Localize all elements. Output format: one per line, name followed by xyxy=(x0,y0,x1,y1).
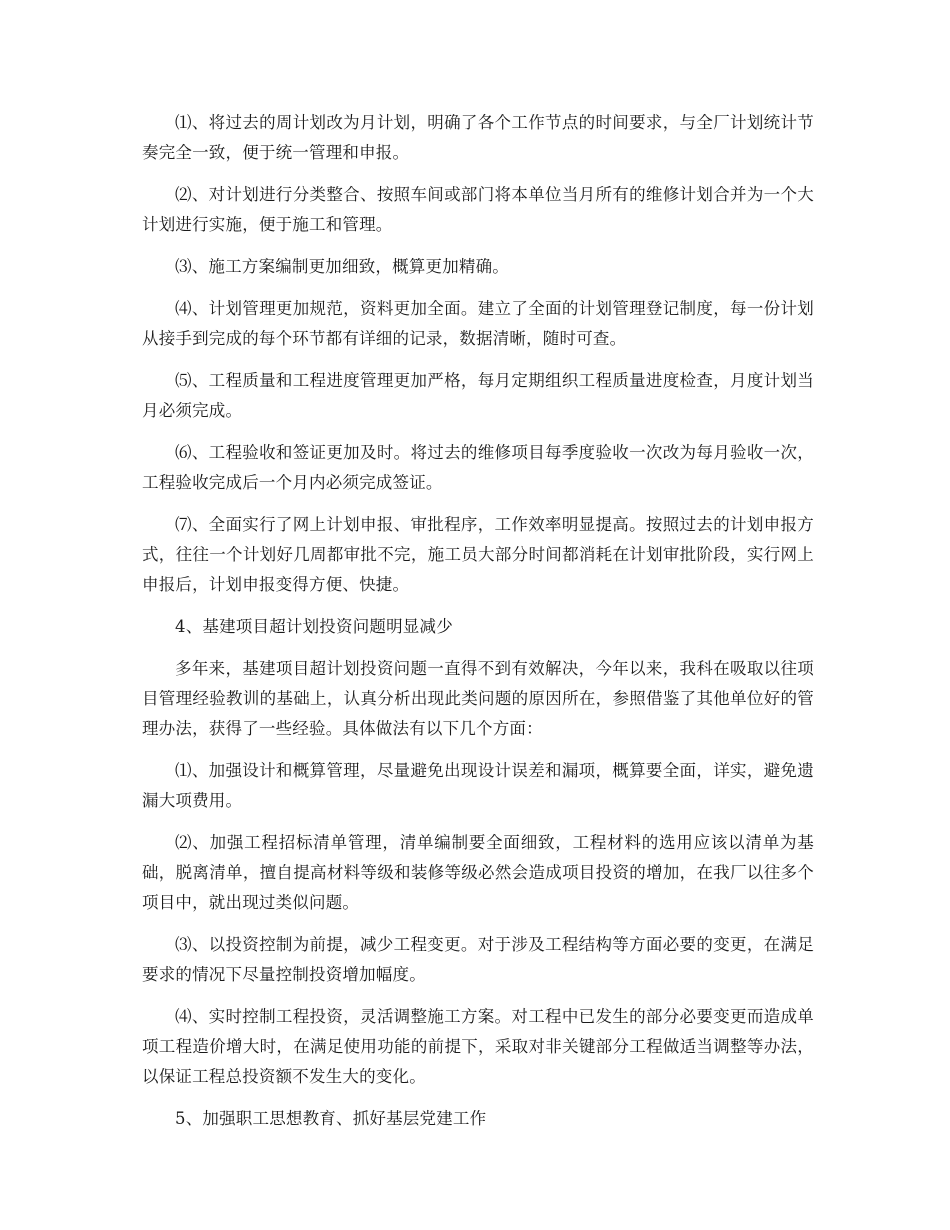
paragraph-intro: 多年来，基建项目超计划投资问题一直得不到有效解决，今年以来，我科在吸取以往项目管理经验教训的基础上，认真分析出现此类问题的原因所在，参照借鉴了其他单位好的管理办法，获得了一些经验。具体做法有以下几个方面： xyxy=(142,659,814,738)
paragraph-plan-5: ⑸、工程质量和工程进度管理更加严格，每月定期组织工程质量进度检查，月度计划当月必须完成。 xyxy=(142,371,814,420)
paragraph-invest-4: ⑷、实时控制工程投资，灵活调整施工方案。对工程中已发生的部分必要变更而造成单项工程造价增大时，在满足使用功能的前提下，采取对非关键部分工程做适当调整等办法，以保证工程总投资额不发生大的变化。 xyxy=(142,1007,814,1086)
document-body xyxy=(142,108,814,1146)
paragraph-invest-1: ⑴、加强设计和概算管理，尽量避免出现设计误差和漏项，概算要全面，详实，避免遗漏大项费用。 xyxy=(142,761,814,810)
paragraph-plan-7: ⑺、全面实行了网上计划申报、审批程序，工作效率明显提高。按照过去的计划申报方式，往往一个计划好几周都审批不完，施工员大部分时间都消耗在计划审批阶段，实行网上申报后，计划申报变得方便、快捷。 xyxy=(142,515,814,594)
paragraph-plan-2: ⑵、对计划进行分类整合、按照车间或部门将本单位当月所有的维修计划合并为一个大计划进行实施，便于施工和管理。 xyxy=(142,185,814,234)
paragraph-invest-2: ⑵、加强工程招标清单管理，清单编制要全面细致，工程材料的选用应该以清单为基础，脱离清单，擅自提高材料等级和装修等级必然会造成项目投资的增加，在我厂以往多个项目中，就出现过类似问题。 xyxy=(142,833,814,912)
section-heading-4: 4、基建项目超计划投资问题明显减少 xyxy=(175,617,453,636)
paragraph-plan-1: ⑴、将过去的周计划改为月计划，明确了各个工作节点的时间要求，与全厂计划统计节奏完全一致，便于统一管理和申报。 xyxy=(142,113,814,162)
paragraph-invest-3: ⑶、以投资控制为前提，减少工程变更。对于涉及工程结构等方面必要的变更，在满足要求的情况下尽量控制投资增加幅度。 xyxy=(142,935,814,984)
paragraph-plan-6: ⑹、工程验收和签证更加及时。将过去的维修项目每季度验收一次改为每月验收一次，工程验收完成后一个月内必须完成签证。 xyxy=(142,443,814,492)
paragraph-plan-3: ⑶、施工方案编制更加细致，概算更加精确。 xyxy=(175,257,509,276)
section-heading-5: 5、加强职工思想教育、抓好基层党建工作 xyxy=(175,1109,487,1128)
paragraph-plan-4: ⑷、计划管理更加规范，资料更加全面。建立了全面的计划管理登记制度，每一份计划从接手到完成的每个环节都有详细的记录，数据清晰，随时可查。 xyxy=(142,299,814,348)
